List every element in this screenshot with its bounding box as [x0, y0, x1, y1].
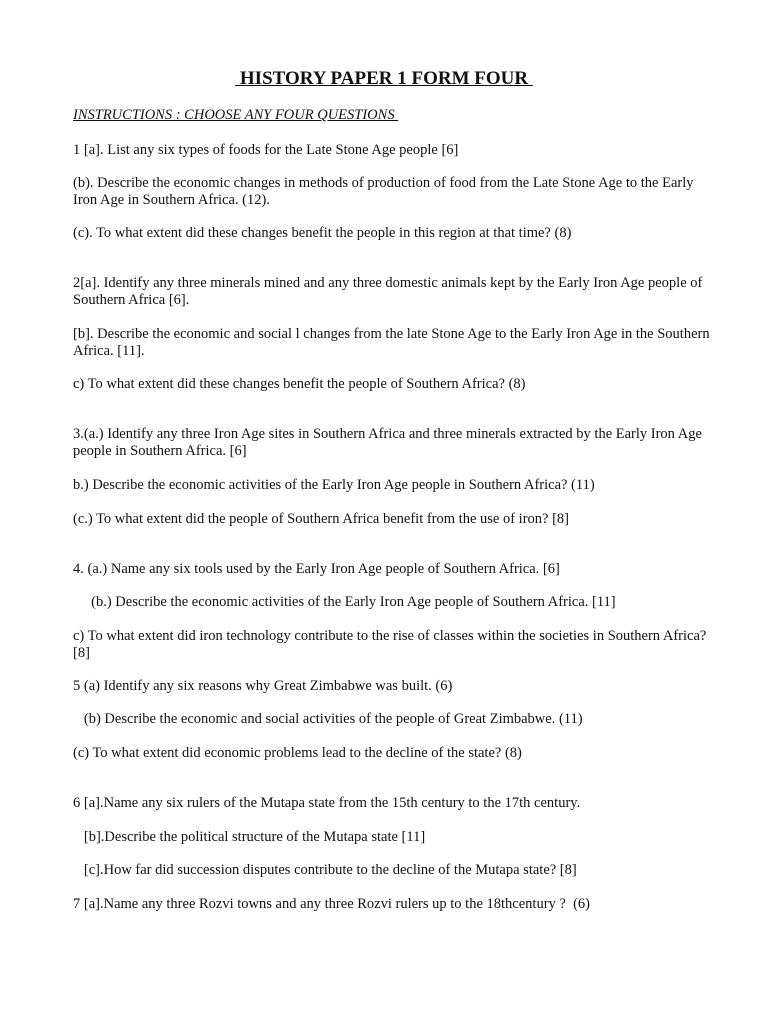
question-1a: 1 [a]. List any six types of foods for the Late Stone Age people [6]: [73, 142, 459, 158]
question-1b: (b). Describe the economic changes in methods of production of food from the Late Stone Age to the Early Iron Age in Southern Africa. (12).: [73, 175, 698, 208]
instructions: INSTRUCTIONS : CHOOSE ANY FOUR QUESTIONS: [73, 107, 399, 123]
question-4c: c) To what extent did iron technology contribute to the rise of classes within the societies in Southern Africa? [8]: [73, 628, 710, 661]
question-7a: 7 [a].Name any three Rozvi towns and any three Rozvi rulers up to the 18thcentury ? (6): [73, 896, 591, 912]
question-6a: 6 [a].Name any six rulers of the Mutapa state from the 15th century to the 17th century.: [73, 795, 581, 811]
question-3a: 3.(a.) Identify any three Iron Age sites in Southern Africa and three minerals extracted by the Early Iron Age people in Southern Africa. [6]: [73, 426, 706, 459]
question-2b: [b]. Describe the economic and social l changes from the late Stone Age to the Early Iron Age in the Southern Africa. [11].: [73, 326, 713, 359]
question-2a: 2[a]. Identify any three minerals mined and any three domestic animals kept by the Early Iron Age people of Southern Africa [6].: [73, 275, 706, 308]
question-4a: 4. (a.) Name any six tools used by the Early Iron Age people of Southern Africa. [6]: [73, 561, 560, 577]
question-4b: (b.) Describe the economic activities of the Early Iron Age people of Southern Africa. [11]: [73, 594, 616, 610]
question-2c: c) To what extent did these changes benefit the people of Southern Africa? (8): [73, 376, 526, 392]
document-title: HISTORY PAPER 1 FORM FOUR: [235, 68, 533, 89]
question-6b: [b].Describe the political structure of the Mutapa state [11]: [73, 829, 426, 845]
question-3c: (c.) To what extent did the people of Southern Africa benefit from the use of iron? [8]: [73, 511, 569, 527]
question-5b: (b) Describe the economic and social activities of the people of Great Zimbabwe. (11): [73, 711, 583, 727]
question-5a: 5 (a) Identify any six reasons why Great Zimbabwe was built. (6): [73, 678, 453, 694]
question-5c: (c) To what extent did economic problems lead to the decline of the state? (8): [73, 745, 522, 761]
question-3b: b.) Describe the economic activities of the Early Iron Age people in Southern Africa? (11): [73, 477, 595, 493]
question-1c: (c). To what extent did these changes benefit the people in this region at that time? (8): [73, 225, 572, 241]
question-6c: [c].How far did succession disputes contribute to the decline of the Mutapa state? [8]: [73, 862, 577, 878]
